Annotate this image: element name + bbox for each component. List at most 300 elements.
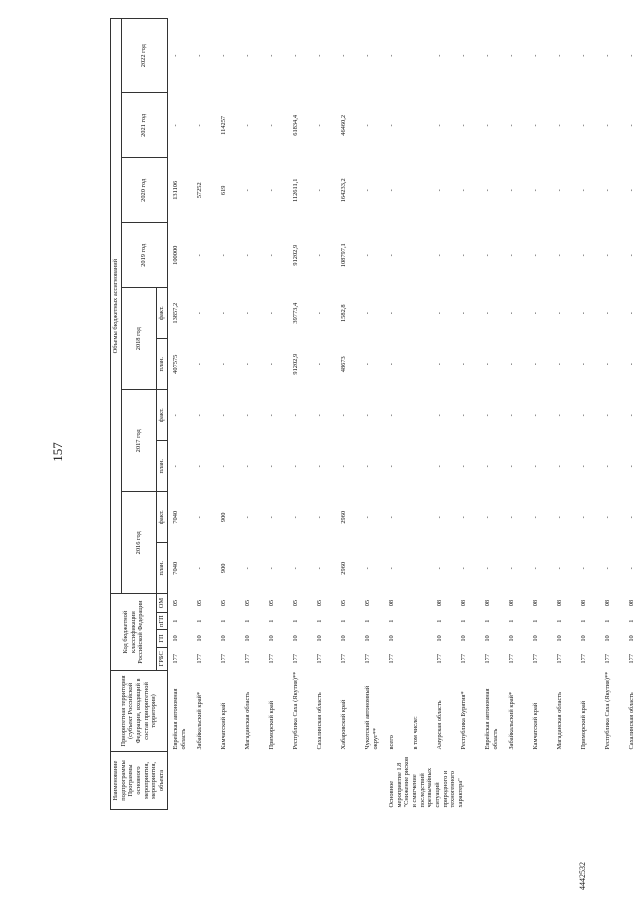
cell-f16: - (483, 516, 491, 519)
table-row (432, 19, 456, 810)
cell-f17: - (219, 414, 227, 417)
cell-y22: - (315, 54, 323, 57)
row-label-cell (312, 752, 336, 810)
cell-y20: 57252 (195, 182, 203, 199)
cell-y22: - (435, 54, 443, 57)
cell-grbs: 177 (267, 653, 275, 664)
row-label-cell (167, 752, 192, 810)
cell-om: 05 (171, 599, 179, 607)
cell-pgp: 1 (219, 619, 227, 623)
cell-y20: 131106 (171, 180, 179, 200)
cell-y22: - (507, 54, 515, 57)
cell-y20: 619 (219, 185, 227, 196)
table-row (216, 19, 240, 810)
cell-territory: Магаданская область (555, 691, 563, 750)
cell-f17: - (291, 414, 299, 417)
cell-om: 08 (387, 599, 395, 607)
cell-y22: - (483, 54, 491, 57)
cell-f17: - (483, 414, 491, 417)
cell-f16: - (363, 516, 371, 519)
cell-p18: - (267, 363, 275, 366)
cell-f17: - (267, 414, 275, 417)
cell-p17: - (171, 465, 179, 468)
cell-f16: - (459, 516, 467, 519)
cell-pgp: 1 (603, 619, 611, 623)
cell-p18: - (387, 363, 395, 366)
cell-f18: - (195, 312, 203, 315)
cell-y21: - (603, 124, 611, 127)
cell-p18: - (483, 363, 491, 366)
cell-y21: - (483, 124, 491, 127)
cell-y22: - (363, 54, 371, 57)
cell-f17 (408, 390, 432, 441)
cell-p16: - (267, 567, 275, 570)
cell-y20: - (603, 189, 611, 192)
cell-y21: - (387, 124, 395, 127)
cell-y20: - (315, 189, 323, 192)
cell-p17: - (267, 465, 275, 468)
cell-p17: - (627, 465, 635, 468)
cell-y19: - (267, 254, 275, 257)
cell-y20: - (435, 189, 443, 192)
header-fact-2018: факт. (157, 288, 168, 339)
document-code: 4442532 (578, 862, 587, 890)
cell-territory: Приморский край (579, 700, 587, 750)
cell-p16: - (195, 567, 203, 570)
cell-y22: - (339, 54, 347, 57)
cell-gp: 10 (219, 635, 227, 642)
table-row (167, 19, 192, 810)
cell-p16: - (531, 567, 539, 570)
cell-grbs: 177 (435, 653, 443, 664)
cell-p17: - (195, 465, 203, 468)
cell-f16: - (315, 516, 323, 519)
cell-p16: - (459, 567, 467, 570)
cell-y20: - (507, 189, 515, 192)
cell-p16: - (555, 567, 563, 570)
cell-om: 08 (627, 599, 635, 607)
cell-territory: всего (387, 735, 395, 750)
cell-y22: - (195, 54, 203, 57)
cell-y19: - (627, 254, 635, 257)
cell-om: 05 (315, 599, 323, 607)
cell-p17: - (243, 465, 251, 468)
cell-gp: 10 (363, 635, 371, 642)
cell-y20: - (267, 189, 275, 192)
cell-grbs: 177 (195, 653, 203, 664)
cell-pgp (408, 612, 432, 629)
cell-p18: - (627, 363, 635, 366)
cell-y22: - (603, 54, 611, 57)
cell-p16: 900 (219, 563, 227, 574)
table-row (624, 19, 640, 810)
cell-grbs: 177 (243, 653, 251, 664)
cell-y21: - (507, 124, 515, 127)
cell-f17: - (195, 414, 203, 417)
cell-om (408, 594, 432, 613)
cell-f17: - (555, 414, 563, 417)
cell-f18: - (531, 312, 539, 315)
cell-y19: - (243, 254, 251, 257)
cell-om: 08 (603, 599, 611, 607)
cell-f16: - (555, 516, 563, 519)
cell-f16: - (627, 516, 635, 519)
cell-gp: 10 (435, 635, 443, 642)
table-row (264, 19, 288, 810)
header-fact-2017: факт. (157, 390, 168, 441)
cell-y22: - (291, 54, 299, 57)
cell-p18: - (555, 363, 563, 366)
cell-pgp: 1 (339, 619, 347, 623)
table-row (312, 19, 336, 810)
cell-f18: - (459, 312, 467, 315)
cell-gp: 10 (555, 635, 563, 642)
cell-grbs: 177 (627, 653, 635, 664)
cell-f18: - (483, 312, 491, 315)
cell-territory: Приморский край (267, 700, 275, 750)
cell-y22: - (579, 54, 587, 57)
cell-y19: - (531, 254, 539, 257)
table-row (240, 19, 264, 810)
cell-f16: - (195, 516, 203, 519)
cell-territory: Сахалинская область (627, 692, 635, 750)
cell-p17: - (555, 465, 563, 468)
cell-f16: - (291, 516, 299, 519)
cell-pgp: 1 (315, 619, 323, 623)
table-row (192, 19, 216, 810)
cell-f16: 900 (219, 512, 227, 523)
cell-om: 08 (531, 599, 539, 607)
cell-gp: 10 (243, 635, 251, 642)
table-row (600, 19, 624, 810)
cell-f17: - (339, 414, 347, 417)
cell-p16: - (627, 567, 635, 570)
cell-f16: - (267, 516, 275, 519)
cell-gp: 10 (315, 635, 323, 642)
cell-gp: 10 (579, 635, 587, 642)
cell-pgp: 1 (507, 619, 515, 623)
cell-y19: - (435, 254, 443, 257)
cell-p16: 2960 (339, 561, 347, 575)
cell-f17: - (363, 414, 371, 417)
cell-om: 08 (435, 599, 443, 607)
cell-grbs: 177 (219, 653, 227, 664)
header-year-2018: 2018 год (121, 288, 156, 390)
cell-p18: - (315, 363, 323, 366)
header-om: ОМ (157, 594, 168, 613)
header-year-2020: 2020 год (121, 158, 167, 223)
cell-p16: - (387, 567, 395, 570)
cell-territory: Республика Саха (Якутия)** (291, 671, 299, 750)
cell-pgp: 1 (435, 619, 443, 623)
cell-p17: - (219, 465, 227, 468)
cell-f16: - (531, 516, 539, 519)
cell-om: 05 (219, 599, 227, 607)
cell-p18: - (579, 363, 587, 366)
cell-territory: Сахалинская область (315, 692, 323, 750)
cell-p18: 48673 (339, 356, 347, 373)
header-plan-2016: план. (157, 543, 168, 594)
cell-p17: - (339, 465, 347, 468)
cell-y22: - (627, 54, 635, 57)
cell-p18: - (195, 363, 203, 366)
cell-p18: - (507, 363, 515, 366)
cell-f18: - (387, 312, 395, 315)
header-budget-code: Код бюджетной классификации Российской Федерации (111, 594, 157, 671)
cell-y19: 91202,9 (291, 244, 299, 266)
cell-y22 (408, 19, 432, 93)
cell-f17: - (627, 414, 635, 417)
cell-y21: - (627, 124, 635, 127)
table-row (528, 19, 552, 810)
header-grbs: ГРБС (157, 647, 168, 670)
header-territory: Приоритетная территория (субъект Российской Федерации, входящий в состав приоритетной территории) (111, 670, 168, 751)
cell-p16: - (243, 567, 251, 570)
cell-p18: - (603, 363, 611, 366)
cell-gp: 10 (483, 635, 491, 642)
cell-y19: 100000 (171, 245, 179, 265)
cell-p17 (408, 441, 432, 492)
cell-f18: - (267, 312, 275, 315)
cell-gp: 10 (291, 635, 299, 642)
cell-pgp: 1 (195, 619, 203, 623)
cell-territory: Еврейская автономная область (483, 688, 499, 750)
cell-y21: - (459, 124, 467, 127)
cell-y19: - (387, 254, 395, 257)
cell-territory: Камчатский край (219, 702, 227, 750)
cell-y22: - (243, 54, 251, 57)
cell-f17: - (507, 414, 515, 417)
cell-om: 05 (291, 599, 299, 607)
cell-y21: - (315, 124, 323, 127)
row-label-cell (192, 752, 216, 810)
cell-y20: - (531, 189, 539, 192)
cell-f18: - (579, 312, 587, 315)
cell-territory: Забайкальский край* (195, 691, 203, 750)
cell-p16: - (435, 567, 443, 570)
cell-gp: 10 (459, 635, 467, 642)
cell-y22: - (171, 54, 179, 57)
header-year-2022: 2022 год (121, 19, 167, 93)
cell-y19: - (363, 254, 371, 257)
cell-grbs: 177 (555, 653, 563, 664)
cell-f17: - (315, 414, 323, 417)
cell-grbs: 177 (387, 653, 395, 664)
cell-gp: 10 (603, 635, 611, 642)
cell-y20: - (387, 189, 395, 192)
header-fact-2016: факт. (157, 492, 168, 543)
cell-pgp: 1 (171, 619, 179, 623)
cell-f18: - (315, 312, 323, 315)
cell-pgp: 1 (531, 619, 539, 623)
main-event-label: Основное мероприятие 1.8 "Снижение рисков и смягчение последствий чрезвычайных ситуаций природного и техногенного характера" (387, 756, 464, 808)
cell-y19: - (555, 254, 563, 257)
cell-gp: 10 (507, 635, 515, 642)
cell-p16: - (507, 567, 515, 570)
table-row (480, 19, 504, 810)
table-row (552, 19, 576, 810)
cell-f17: - (459, 414, 467, 417)
cell-om: 08 (555, 599, 563, 607)
cell-f17: - (579, 414, 587, 417)
cell-om: 05 (339, 599, 347, 607)
cell-grbs: 177 (507, 653, 515, 664)
cell-y20: - (579, 189, 587, 192)
cell-p17: - (531, 465, 539, 468)
table-row (456, 19, 480, 810)
table-body (167, 19, 640, 810)
cell-p17: - (363, 465, 371, 468)
table-row (384, 19, 408, 810)
cell-y19: - (603, 254, 611, 257)
cell-grbs: 177 (363, 653, 371, 664)
cell-y20: - (459, 189, 467, 192)
row-label-cell (240, 752, 264, 810)
cell-f16: - (243, 516, 251, 519)
cell-f18: - (555, 312, 563, 315)
cell-p16: - (603, 567, 611, 570)
cell-p18: - (459, 363, 467, 366)
cell-p18: - (219, 363, 227, 366)
cell-om: 08 (507, 599, 515, 607)
cell-y22: - (387, 54, 395, 57)
cell-pgp: 1 (387, 619, 395, 623)
cell-f16: 7040 (171, 510, 179, 524)
cell-f16: - (603, 516, 611, 519)
cell-p17: - (579, 465, 587, 468)
cell-om: 08 (483, 599, 491, 607)
cell-y21 (408, 93, 432, 158)
cell-p16: - (315, 567, 323, 570)
header-plan-2017: план. (157, 441, 168, 492)
cell-f18: - (363, 312, 371, 315)
cell-om: 05 (363, 599, 371, 607)
table-row (504, 19, 528, 810)
cell-f16: - (579, 516, 587, 519)
cell-p17: - (291, 465, 299, 468)
cell-y21: 46460,2 (339, 114, 347, 136)
row-label-cell (264, 752, 288, 810)
cell-f18: - (627, 312, 635, 315)
cell-grbs: 177 (339, 653, 347, 664)
cell-f17: - (531, 414, 539, 417)
budget-table (110, 18, 640, 810)
cell-om: 05 (243, 599, 251, 607)
row-label-cell (360, 752, 384, 810)
cell-y22: - (555, 54, 563, 57)
cell-om: 05 (195, 599, 203, 607)
cell-p16: 7040 (171, 561, 179, 575)
cell-f16: - (387, 516, 395, 519)
cell-p18: - (531, 363, 539, 366)
cell-p16: - (363, 567, 371, 570)
cell-y20: - (363, 189, 371, 192)
cell-gp: 10 (267, 635, 275, 642)
cell-gp: 10 (195, 635, 203, 642)
cell-y20: - (483, 189, 491, 192)
cell-f18: 1582,8 (339, 304, 347, 322)
cell-f17: - (171, 414, 179, 417)
cell-territory: Амурская область (435, 700, 443, 750)
cell-territory: Чукотский автономный округ** (363, 685, 379, 750)
table-row (576, 19, 600, 810)
cell-y20: 164233,2 (339, 178, 347, 203)
cell-f17: - (243, 414, 251, 417)
cell-f18 (408, 288, 432, 339)
cell-territory: Хабаровский край (339, 699, 347, 750)
cell-p17: - (507, 465, 515, 468)
cell-grbs: 177 (603, 653, 611, 664)
cell-p17: - (387, 465, 395, 468)
cell-territory: Республика Бурятия* (459, 691, 467, 750)
cell-y19: - (315, 254, 323, 257)
row-label-cell (336, 752, 360, 810)
cell-p16 (408, 543, 432, 594)
cell-y20: - (627, 189, 635, 192)
cell-grbs: 177 (315, 653, 323, 664)
table-row (288, 19, 312, 810)
cell-p18 (408, 339, 432, 390)
cell-territory: Магаданская область (243, 691, 251, 750)
cell-y19: - (219, 254, 227, 257)
cell-f18: - (507, 312, 515, 315)
cell-grbs: 177 (579, 653, 587, 664)
cell-pgp: 1 (363, 619, 371, 623)
cell-y19: - (195, 254, 203, 257)
cell-f18: - (603, 312, 611, 315)
cell-p17: - (603, 465, 611, 468)
cell-pgp: 1 (267, 619, 275, 623)
cell-f18: - (435, 312, 443, 315)
table-row (360, 19, 384, 810)
cell-f18: - (219, 312, 227, 315)
cell-grbs (408, 647, 432, 670)
table-row (408, 19, 432, 810)
table-row (336, 19, 360, 810)
cell-y22: - (531, 54, 539, 57)
cell-y21: - (435, 124, 443, 127)
cell-y21: - (363, 124, 371, 127)
cell-territory: Республика Саха (Якутия)** (603, 671, 611, 750)
header-year-2017: 2017 год (121, 390, 156, 492)
header-year-2019: 2019 год (121, 223, 167, 288)
cell-y21: - (243, 124, 251, 127)
cell-p17: - (483, 465, 491, 468)
cell-pgp: 1 (627, 619, 635, 623)
row-label-cell (216, 752, 240, 810)
header-gp: ГП (157, 630, 168, 647)
cell-gp: 10 (531, 635, 539, 642)
cell-p18: 407575 (171, 354, 179, 374)
cell-p18: - (243, 363, 251, 366)
cell-y21: 114257 (219, 115, 227, 135)
cell-y19: - (459, 254, 467, 257)
cell-y19: - (483, 254, 491, 257)
cell-p17: - (435, 465, 443, 468)
cell-pgp: 1 (291, 619, 299, 623)
cell-pgp: 1 (483, 619, 491, 623)
cell-grbs: 177 (291, 653, 299, 664)
cell-gp: 10 (339, 635, 347, 642)
cell-p17: - (315, 465, 323, 468)
cell-y21: - (195, 124, 203, 127)
cell-f18: 13857,2 (171, 302, 179, 324)
cell-grbs: 177 (483, 653, 491, 664)
cell-y19: 108797,1 (339, 243, 347, 268)
cell-f16 (408, 492, 432, 543)
cell-y19 (408, 223, 432, 288)
cell-p16: - (291, 567, 299, 570)
